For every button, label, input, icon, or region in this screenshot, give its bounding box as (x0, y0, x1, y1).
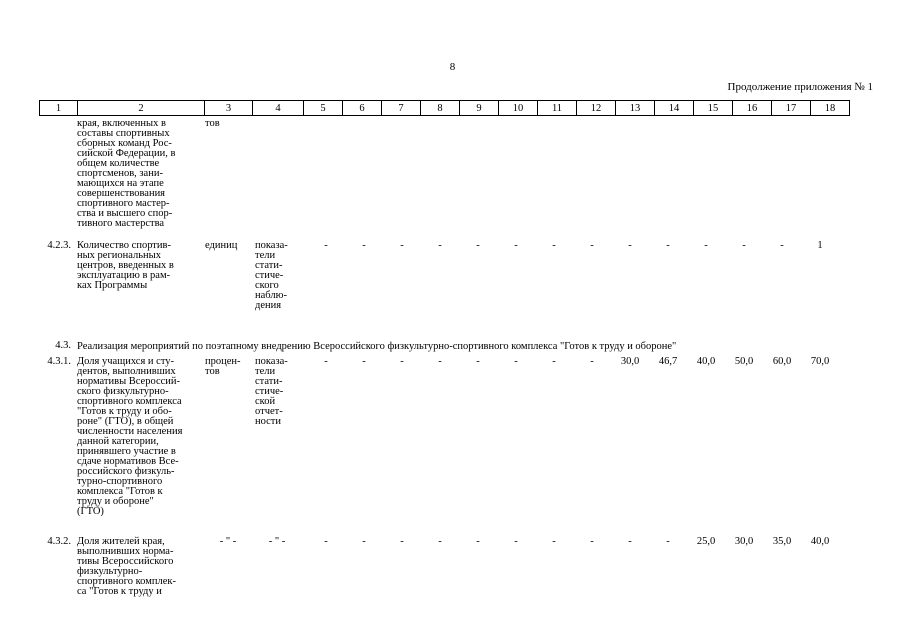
col-3: 3 (205, 101, 253, 116)
col-18: 18 (811, 101, 850, 116)
row-number: 4.2.3. (47, 240, 71, 251)
value-cell: - (780, 240, 784, 251)
value-cell: 25,0 (696, 536, 716, 547)
section-title: Реализация мероприятий по поэтапному внедрению Всероссийского физкультурно-спортивного комплекса "Готов к труду и обороне" (77, 341, 677, 352)
value-cell: 1 (817, 240, 823, 251)
row-description: края, включенных в составы спортивных сборных команд Рос- сийской Федерации, в общем количестве спортсменов, зани- мающихся на этапе совершенствования спортивного мастер- ства и высшего спор- тивного мастерства (77, 118, 176, 229)
row-number: 4.3.1. (47, 356, 71, 367)
row-unit: единиц (205, 240, 238, 251)
row-unit: процен- тов (205, 356, 241, 377)
col-17: 17 (772, 101, 811, 116)
value-cell: - (438, 536, 442, 547)
col-13: 13 (616, 101, 655, 116)
value-cell: 46,7 (658, 356, 678, 367)
row-source: показа- тели стати- стиче- ской отчет- ности (255, 356, 288, 427)
value-cell: - (438, 240, 442, 251)
col-10: 10 (499, 101, 538, 116)
continuation-label: Продолжение приложения № 1 (727, 81, 873, 93)
value-cell: 40,0 (810, 536, 830, 547)
row-unit: тов (205, 118, 220, 129)
value-cell: 30,0 (734, 536, 754, 547)
value-cell: - (552, 240, 556, 251)
section-number: 4.3. (55, 340, 71, 351)
page-number: 8 (449, 61, 456, 73)
value-cell: - (628, 240, 632, 251)
col-15: 15 (694, 101, 733, 116)
value-cell: - (628, 536, 632, 547)
col-2: 2 (78, 101, 205, 116)
value-cell: - (666, 536, 670, 547)
value-cell: 60,0 (772, 356, 792, 367)
value-cell: - (476, 356, 480, 367)
value-cell: - (742, 240, 746, 251)
row-unit: - " - (219, 536, 237, 547)
col-7: 7 (382, 101, 421, 116)
value-cell: - (400, 240, 404, 251)
value-cell: - (324, 536, 328, 547)
value-cell: - (362, 536, 366, 547)
value-cell: - (514, 536, 518, 547)
value-cell: 40,0 (696, 356, 716, 367)
col-1: 1 (40, 101, 78, 116)
col-16: 16 (733, 101, 772, 116)
value-cell: - (476, 240, 480, 251)
value-cell: - (590, 536, 594, 547)
value-cell: - (590, 240, 594, 251)
value-cell: - (400, 536, 404, 547)
col-6: 6 (343, 101, 382, 116)
value-cell: - (324, 356, 328, 367)
row-description: Количество спортив- ных региональных центров, введенных в эксплуатацию в рам- ках Программы (77, 240, 174, 291)
value-cell: - (400, 356, 404, 367)
col-11: 11 (538, 101, 577, 116)
value-cell: - (552, 536, 556, 547)
value-cell: - (590, 356, 594, 367)
column-number-row (39, 100, 850, 116)
row-description: Доля учащихся и сту- дентов, выполнивших нормативы Всероссий- ского физкультурно- спортивного комплекса "Готов к труду и обо- роне" (ГТО), в общей численности населения данной категории, принявшего участие в сдаче нормативов Все- российского физкуль- турно-спортивного комплекса "Готов к труду и обороне" (ГТО) (77, 356, 183, 517)
value-cell: 50,0 (734, 356, 754, 367)
value-cell: - (362, 240, 366, 251)
value-cell: - (552, 356, 556, 367)
col-9: 9 (460, 101, 499, 116)
row-description: Доля жителей края, выполнивших норма- тивы Всероссийского физкультурно- спортивного комплек- са "Готов к труду и (77, 536, 176, 597)
value-cell: - (514, 240, 518, 251)
value-cell: - (476, 536, 480, 547)
row-number: 4.3.2. (47, 536, 71, 547)
value-cell: - (438, 356, 442, 367)
value-cell: - (704, 240, 708, 251)
value-cell: 70,0 (810, 356, 830, 367)
value-cell: - (514, 356, 518, 367)
col-8: 8 (421, 101, 460, 116)
value-cell: - (362, 356, 366, 367)
col-4: 4 (253, 101, 304, 116)
value-cell: - (324, 240, 328, 251)
col-14: 14 (655, 101, 694, 116)
value-cell: 35,0 (772, 536, 792, 547)
row-source: - " - (268, 536, 286, 547)
value-cell: - (666, 240, 670, 251)
col-5: 5 (304, 101, 343, 116)
value-cell: 30,0 (620, 356, 640, 367)
col-12: 12 (577, 101, 616, 116)
row-source: показа- тели стати- стиче- ского наблю- дения (255, 240, 288, 311)
